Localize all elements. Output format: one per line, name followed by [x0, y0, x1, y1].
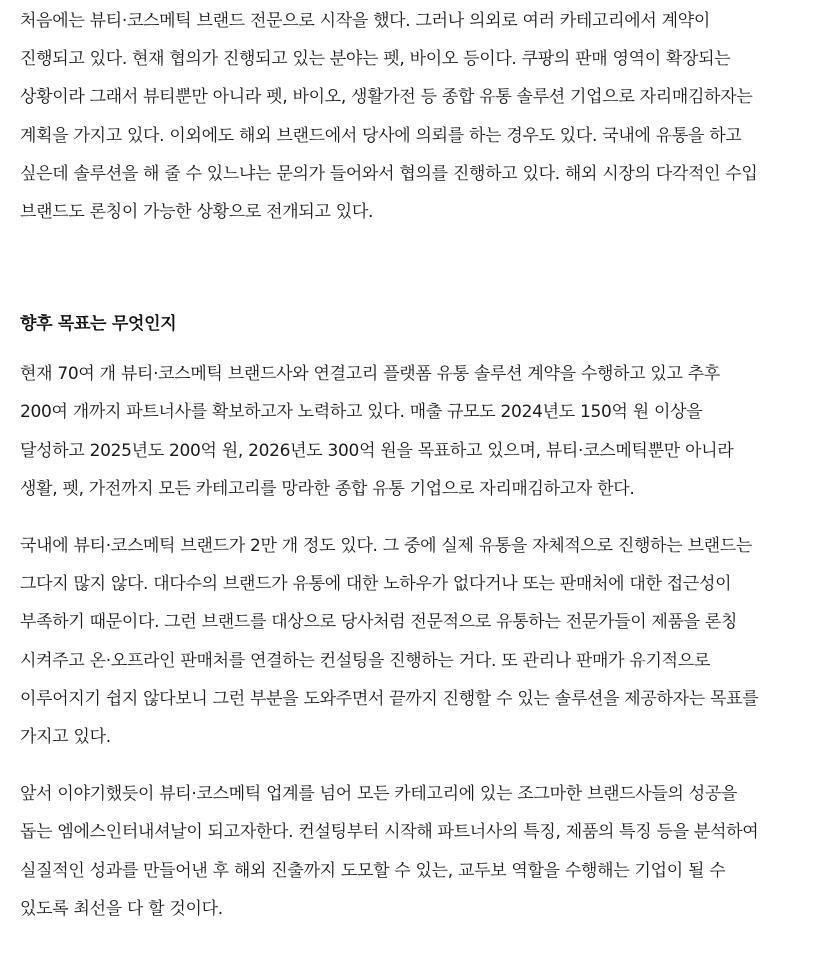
intro-paragraph: 처음에는 뷰티·코스메틱 브랜드 전문으로 시작을 했다. 그러나 의외로 여러 카테고리에서 계약이 진행되고 있다. 현재 협의가 진행되고 있는 분야는 펫, 바이오 등이다. 쿠팡의 판매 영역이 확장되는 상황이라 그래서 뷰티뿐만 아니라 펫, 바이오, 생활가전 등 종합 유통 솔루션 기업으로 자리매김하자는 계획을 가지고 있다. 이외에도 해외 브랜드에서 당사에 의뢰를 하는 경우도 있다. 국내에 유통을 하고 싶은데 솔루션을 해 줄 수 있느냐는 문의가 들어와서 협의를 진행하고 있다. 해외 시장의 다각적인 수입 브랜드도 론칭이 가능한 상황으로 전개되고 있다.: [20, 11, 758, 223]
section-heading: 향후 목표는 무엇인지: [20, 314, 177, 335]
goal-paragraph-1: 현재 70여 개 뷰티·코스메틱 브랜드사와 연결고리 플랫폼 유통 솔루션 계약을 수행하고 있고 추후 200여 개까지 파트너사를 확보하고자 노력하고 있다. 매출 규모도 2024년도 150억 원 이상을 달성하고 2025년도 200억 원, 2026년도 300억 원을 목표하고 있으며, 뷰티·코스메틱뿐만 아니라 생활, 펫, 가전까지 모든 카테고리를 망라한 종합 유통 기업으로 자리매김하고자 한다.: [20, 364, 734, 499]
goal-paragraph-3: 앞서 이야기했듯이 뷰티·코스메틱 업계를 넘어 모든 카테고리에 있는 조그마한 브랜드사들의 성공을 돕는 엠에스인터내셔날이 되고자한다. 컨설팅부터 시작해 파트너사의 특징, 제품의 특징 등을 분석하여 실질적인 성과를 만들어낸 후 해외 진출까지 도모할 수 있는, 교두보 역할을 수행해는 기업이 될 수 있도록 최선을 다 할 것이다.: [20, 784, 759, 919]
goal-paragraph-2: 국내에 뷰티·코스메틱 브랜드가 2만 개 정도 있다. 그 중에 실제 유통을 자체적으로 진행하는 브랜드는 그다지 많지 않다. 대다수의 브랜드가 유통에 대한 노하우가 없다거나 또는 판매처에 대한 접근성이 부족하기 때문이다. 그런 브랜드를 대상으로 당사처럼 전문적으로 유통하는 전문가들이 제품을 론칭 시켜주고 온·오프라인 판매처를 연결하는 컨설팅을 진행하는 거다. 또 관리나 판매가 유기적으로 이루어지기 쉽지 않다보니 그런 부분을 도와주면서 끝까지 진행할 수 있는 솔루션을 제공하자는 목표를 가지고 있다.: [20, 536, 759, 748]
